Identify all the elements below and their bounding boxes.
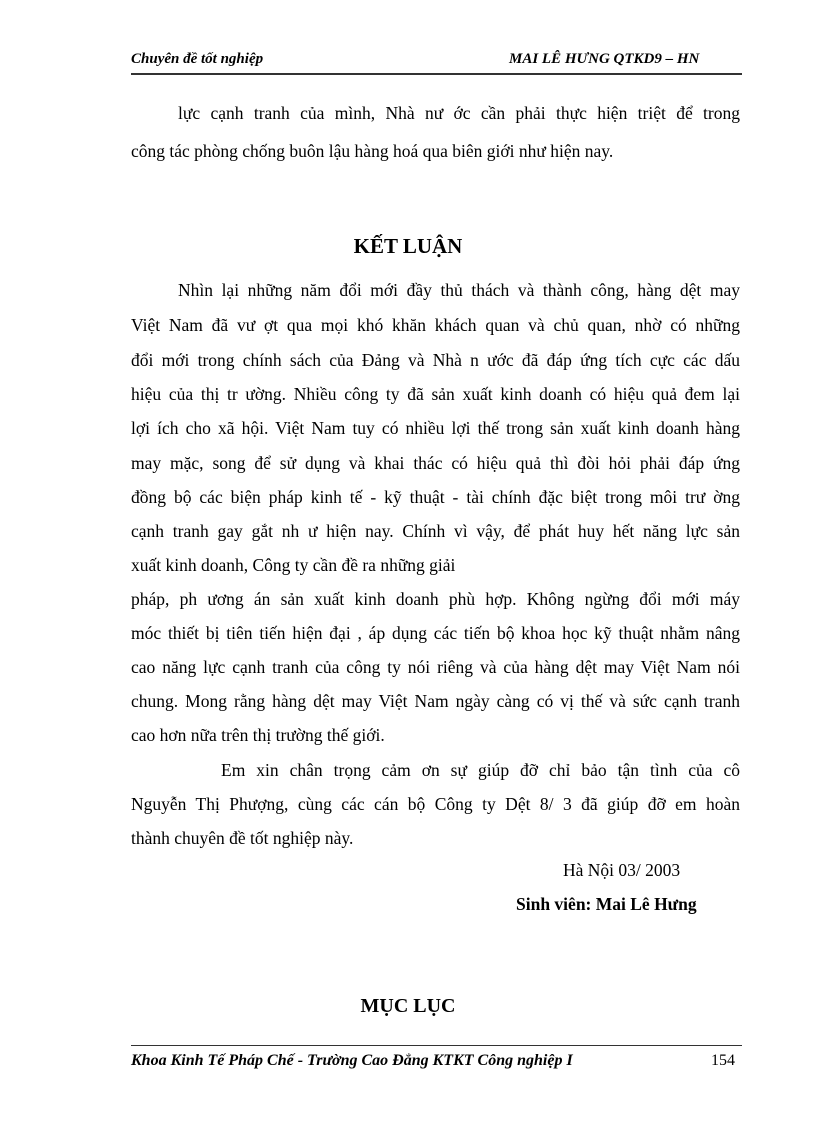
text-line: đồng bộ các biện pháp kinh tế - kỹ thuật - tài chính đặc biệt trong môi trư ờng [131, 487, 740, 507]
text-line: Việt Nam đã vư ợt qua mọi khó khăn khách quan và chủ quan, nhờ có những [131, 315, 740, 335]
toc-title: MỤC LỤC [360, 995, 456, 1017]
place-date: Hà Nội 03/ 2003 [563, 860, 681, 880]
text-line: đổi mới trong chính sách của Đảng và Nhà n ước đã đáp ứng tích cực các dấu [131, 350, 740, 370]
footer-left: Khoa Kinh Tế Pháp Chế - Trường Cao Đẳng KTKT Công nghiệp I [131, 1052, 573, 1069]
header-rule [131, 73, 742, 75]
text-line: thành chuyên đề tốt nghiệp này. [131, 828, 354, 848]
text-line: Em xin chân trọng cảm ơn sự giúp đỡ chỉ bảo tận tình của cô [221, 760, 740, 780]
text-line: móc thiết bị tiên tiến hiện đại , áp dụng các tiến bộ khoa học kỹ thuật nhằm nâng [131, 623, 740, 643]
footer-rule [131, 1045, 742, 1046]
header-right: MAI LÊ HƯNG QTKD9 – HN [509, 51, 700, 67]
text-line: công tác phòng chống buôn lậu hàng hoá qua biên giới như hiện nay. [131, 141, 614, 161]
text-line: xuất kinh doanh, Công ty cần đề ra những giải [131, 555, 456, 575]
text-line: cạnh tranh gay gắt nh ư hiện nay. Chính vì vậy, để phát huy hết năng lực sản [131, 521, 740, 541]
text-line: hiệu của thị tr ường. Nhiều công ty đã sản xuất kinh doanh có hiệu quả đem lại [131, 384, 740, 404]
text-line: may mặc, song để sử dụng và khai thác có hiệu quả thì đòi hỏi phải đáp ứng [131, 453, 740, 473]
text-line: pháp, ph ương án sản xuất kinh doanh phù hợp. Không ngừng đổi mới máy [131, 589, 740, 609]
text-line: cao hơn nữa trên thị trường thế giới. [131, 725, 385, 745]
text-line: lực cạnh tranh của mình, Nhà nư ớc cần phải thực hiện triệt để trong [178, 103, 740, 123]
text-line: Nhìn lại những năm đổi mới đầy thủ thách và thành công, hàng dệt may [178, 280, 740, 300]
text-line: cao năng lực cạnh tranh của công ty nói riêng và của hàng dệt may Việt Nam nói [131, 657, 740, 677]
page-number: 154 [711, 1052, 735, 1069]
text-line: chung. Mong rằng hàng dệt may Việt Nam ngày càng có vị thế và sức cạnh tranh [131, 691, 740, 711]
text-line: Nguyễn Thị Phượng, cùng các cán bộ Công ty Dệt 8/ 3 đã giúp đỡ em hoàn [131, 794, 740, 814]
section-title: KẾT LUẬN [353, 234, 463, 258]
text-line: lợi ích cho xã hội. Việt Nam tuy có nhiều lợi thế trong sản xuất kinh doanh hàng [131, 418, 740, 438]
signature: Sinh viên: Mai Lê Hưng [516, 894, 697, 914]
header-left: Chuyên đề tốt nghiệp [131, 51, 264, 67]
